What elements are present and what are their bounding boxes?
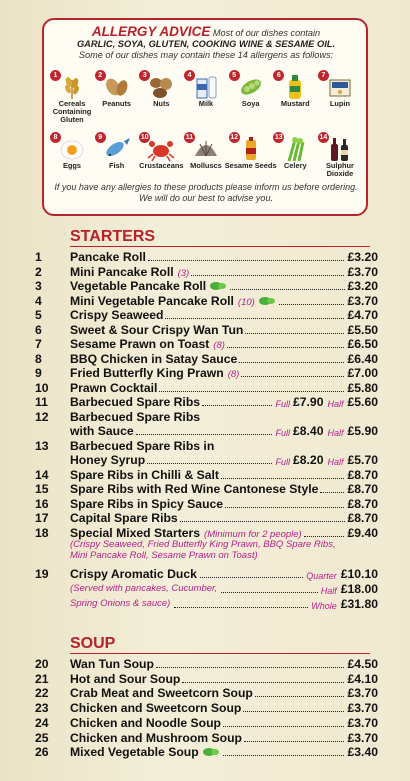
dotted-leader bbox=[304, 526, 345, 537]
item-number: 24 bbox=[35, 715, 49, 730]
allergen-grid bbox=[50, 68, 362, 192]
item-number: 23 bbox=[35, 701, 49, 716]
allergen-label: Celery bbox=[283, 161, 307, 170]
item-description: Spring Onions & sauce) bbox=[70, 598, 171, 609]
item-description: (Crispy Seaweed, Fried Butterfly King Prawn, BBQ Spare Ribs, bbox=[70, 539, 336, 550]
item-number: 12 bbox=[35, 409, 49, 424]
item-name: Crispy Seaweed bbox=[70, 308, 164, 322]
lupin-icon bbox=[326, 74, 354, 100]
item-name: Mini Vegetable Pancake Roll bbox=[70, 293, 234, 308]
item-name: Chicken and Noodle Soup bbox=[70, 715, 221, 730]
item-name: Crab Meat and Sweetcorn Soup bbox=[70, 686, 253, 701]
item-number: 15 bbox=[35, 482, 49, 496]
dotted-leader bbox=[223, 745, 345, 756]
item-note: (8) bbox=[213, 340, 225, 351]
item-name: Barbecued Spare Ribs bbox=[70, 409, 201, 424]
dotted-leader bbox=[165, 308, 344, 319]
allergen-number: 9 bbox=[95, 132, 106, 143]
item-number: 13 bbox=[35, 438, 49, 453]
item-name: Sweet & Sour Crispy Wan Tun bbox=[70, 322, 244, 337]
wheat-icon bbox=[58, 74, 86, 100]
vegetarian-leaf-icon bbox=[210, 281, 226, 291]
allergy-advice-box bbox=[42, 18, 368, 216]
allergen-number: 11 bbox=[185, 134, 194, 141]
dotted-leader bbox=[174, 597, 308, 608]
wine-bottle-icon bbox=[326, 136, 354, 162]
item-name: Special Mixed Starters bbox=[70, 525, 201, 540]
item-number: 9 bbox=[35, 366, 42, 380]
item-half-label: Half bbox=[327, 399, 344, 409]
allergen-label: Cereals Containing Gluten bbox=[52, 99, 92, 124]
allergen-number: 13 bbox=[274, 134, 283, 141]
item-price: £3.70 bbox=[347, 686, 378, 701]
item-number: 14 bbox=[35, 467, 49, 482]
allergen-label: Fish bbox=[109, 161, 125, 170]
item-name: Hot and Sour Soup bbox=[70, 671, 181, 686]
item-price: £4.70 bbox=[347, 308, 378, 322]
dotted-leader bbox=[221, 468, 345, 479]
dotted-leader bbox=[241, 366, 344, 377]
item-price: £7.00 bbox=[347, 366, 378, 380]
item-number: 22 bbox=[35, 686, 49, 701]
item-name: Mini Pancake Roll bbox=[70, 264, 174, 279]
item-whole-price: £31.80 bbox=[340, 597, 378, 611]
dotted-leader bbox=[148, 250, 345, 261]
item-full-price: £8.40 bbox=[292, 424, 324, 438]
item-half-price: £18.00 bbox=[340, 582, 378, 596]
item-name: Spare Ribs with Red Wine Cantonese Style bbox=[70, 482, 319, 496]
allergen-item bbox=[95, 68, 139, 130]
dotted-leader bbox=[156, 657, 345, 668]
item-note: (10) bbox=[237, 296, 255, 308]
item-number: 3 bbox=[35, 279, 42, 293]
item-number: 4 bbox=[35, 293, 42, 308]
starters-heading: STARTERS bbox=[70, 228, 156, 245]
dotted-leader bbox=[221, 582, 317, 593]
allergen-number: 14 bbox=[319, 134, 328, 141]
item-number: 11 bbox=[35, 395, 48, 409]
allergen-label: Crustaceans bbox=[139, 161, 184, 170]
item-number: 26 bbox=[35, 745, 49, 760]
item-note: (8) bbox=[227, 369, 240, 380]
item-price: £5.50 bbox=[347, 322, 378, 337]
dotted-leader bbox=[147, 453, 272, 464]
allergen-label: Sesame Seeds bbox=[224, 161, 277, 170]
item-number: 19 bbox=[35, 567, 49, 581]
starters-divider bbox=[70, 246, 370, 247]
item-number: 25 bbox=[35, 730, 49, 745]
item-name: Vegetable Pancake Roll bbox=[70, 279, 207, 293]
item-half-price: £5.90 bbox=[347, 424, 378, 438]
item-price: £3.70 bbox=[347, 715, 378, 730]
soup-divider bbox=[70, 653, 370, 654]
nuts-icon bbox=[147, 74, 175, 100]
allergen-number: 7 bbox=[318, 70, 329, 81]
item-full-price: £7.90 bbox=[292, 395, 324, 409]
item-number: 16 bbox=[35, 496, 49, 511]
item-price: £3.70 bbox=[347, 701, 378, 716]
allergy-intro: Most of our dishes contain bbox=[212, 28, 321, 38]
item-number: 2 bbox=[35, 264, 42, 279]
allergen-number: 6 bbox=[273, 70, 284, 81]
item-price: £3.40 bbox=[347, 745, 378, 760]
item-price: £6.40 bbox=[347, 351, 378, 366]
dotted-leader bbox=[239, 352, 344, 363]
allergen-number: 12 bbox=[230, 134, 239, 141]
peanut-icon bbox=[103, 74, 131, 100]
dotted-leader bbox=[245, 323, 344, 334]
item-number: 18 bbox=[35, 525, 49, 540]
allergen-label: Eggs bbox=[62, 161, 82, 170]
dotted-leader bbox=[159, 381, 344, 392]
vegetarian-leaf-icon bbox=[203, 747, 219, 757]
allergy-title: ALLERGY ADVICE bbox=[91, 24, 211, 39]
dotted-leader bbox=[230, 279, 344, 290]
item-full-price: £8.20 bbox=[292, 453, 324, 467]
allergen-label: Lupin bbox=[329, 99, 350, 108]
item-name: BBQ Chicken in Satay Sauce bbox=[70, 351, 238, 366]
item-number: 7 bbox=[35, 337, 42, 351]
allergy-subtitle: Some of our dishes may contain these 14 allergens as follows: bbox=[78, 50, 334, 60]
allergen-item bbox=[229, 68, 273, 130]
item-price: £8.70 bbox=[347, 467, 378, 482]
allergen-item bbox=[318, 68, 362, 130]
item-number: 1 bbox=[35, 250, 42, 264]
item-note: (Minimum for 2 people) bbox=[204, 528, 302, 540]
allergen-item bbox=[184, 68, 228, 130]
allergen-label: Peanuts bbox=[102, 99, 132, 108]
item-price: £4.50 bbox=[347, 657, 378, 671]
item-number: 5 bbox=[35, 308, 42, 322]
mustard-icon bbox=[281, 74, 309, 100]
item-number: 8 bbox=[35, 351, 42, 366]
allergen-label: Milk bbox=[198, 99, 214, 108]
shell-icon bbox=[192, 136, 220, 162]
item-half-price: £5.60 bbox=[347, 395, 378, 409]
dotted-leader bbox=[225, 497, 344, 508]
item-half-label: Half bbox=[327, 428, 344, 438]
item-name: Sesame Prawn on Toast bbox=[70, 337, 210, 351]
allergen-number: 4 bbox=[184, 70, 195, 81]
item-name-continued: with Sauce bbox=[70, 424, 134, 438]
allergen-number: 5 bbox=[229, 70, 240, 81]
item-full-label: Full bbox=[275, 428, 290, 438]
allergen-label: Soya bbox=[241, 99, 260, 108]
item-name: Fried Butterfly King Prawn bbox=[70, 366, 224, 380]
item-number: 20 bbox=[35, 657, 49, 671]
dotted-leader bbox=[320, 482, 344, 493]
item-half-price: £5.70 bbox=[347, 453, 378, 467]
item-description: (Served with pancakes, Cucumber, bbox=[70, 583, 218, 594]
item-price: £3.70 bbox=[347, 293, 378, 308]
item-number: 17 bbox=[35, 511, 49, 525]
allergy-contains: GARLIC, SOYA, GLUTEN, COOKING WINE & SESAME OIL. bbox=[76, 39, 336, 49]
item-name: Prawn Cocktail bbox=[70, 380, 158, 395]
item-price: £8.70 bbox=[347, 496, 378, 511]
dotted-leader bbox=[244, 731, 345, 742]
item-half-label: Half bbox=[327, 457, 344, 467]
soup-heading: SOUP bbox=[70, 635, 116, 652]
dotted-leader bbox=[223, 716, 345, 727]
crab-icon bbox=[147, 136, 175, 162]
milk-icon bbox=[192, 74, 220, 100]
fish-icon bbox=[103, 136, 131, 162]
allergen-item bbox=[50, 68, 94, 130]
item-full-label: Full bbox=[275, 457, 290, 467]
item-name: Crispy Aromatic Duck bbox=[70, 567, 197, 581]
dotted-leader bbox=[136, 424, 273, 435]
allergen-row bbox=[50, 68, 362, 130]
item-name: Chicken and Mushroom Soup bbox=[70, 730, 242, 745]
sesame-icon bbox=[237, 136, 265, 162]
item-name-continued: Barbecued Spare Ribs bbox=[70, 395, 201, 409]
dotted-leader bbox=[243, 701, 344, 712]
dotted-leader bbox=[202, 395, 272, 406]
dotted-leader bbox=[255, 686, 345, 697]
allergy-header bbox=[50, 26, 362, 61]
allergen-number: 3 bbox=[139, 70, 150, 81]
item-price: £9.40 bbox=[347, 525, 378, 540]
item-name: Capital Spare Ribs bbox=[70, 511, 178, 525]
item-price: £3.70 bbox=[347, 264, 378, 279]
allergen-item bbox=[139, 68, 183, 130]
dotted-leader bbox=[200, 567, 303, 578]
celery-icon bbox=[281, 136, 309, 162]
item-price: £3.20 bbox=[347, 250, 378, 264]
item-name: Wan Tun Soup bbox=[70, 657, 154, 671]
item-whole-label: Whole bbox=[311, 601, 337, 611]
item-number: 21 bbox=[35, 671, 49, 686]
item-number: 10 bbox=[35, 380, 49, 395]
allergen-label: Mustard bbox=[280, 99, 310, 108]
item-price: £5.80 bbox=[347, 380, 378, 395]
item-quarter-price: £10.10 bbox=[340, 567, 378, 581]
dotted-leader bbox=[191, 265, 344, 276]
dotted-leader bbox=[227, 337, 345, 348]
item-price: £8.70 bbox=[347, 511, 378, 525]
item-name: Chicken and Sweetcorn Soup bbox=[70, 701, 242, 716]
allergen-item bbox=[273, 68, 317, 130]
allergen-number: 2 bbox=[95, 70, 106, 81]
item-quarter-label: Quarter bbox=[306, 571, 337, 581]
item-note: (3) bbox=[177, 267, 190, 279]
item-name-continued: Honey Syrup bbox=[70, 453, 146, 467]
dotted-leader bbox=[180, 511, 345, 522]
item-price: £8.70 bbox=[347, 482, 378, 496]
item-name: Barbecued Spare Ribs in bbox=[70, 438, 215, 453]
item-price: £4.10 bbox=[347, 671, 378, 686]
egg-icon bbox=[58, 136, 86, 162]
item-full-label: Full bbox=[275, 399, 290, 409]
dotted-leader bbox=[279, 294, 345, 305]
item-description: Mini Pancake Roll, Sesame Prawn on Toast) bbox=[70, 550, 258, 561]
allergen-number: 1 bbox=[50, 70, 61, 81]
vegetarian-leaf-icon bbox=[259, 296, 275, 306]
soya-icon bbox=[237, 74, 265, 100]
item-half-label: Half bbox=[320, 586, 337, 596]
dotted-leader bbox=[182, 672, 344, 683]
item-price: £3.20 bbox=[347, 279, 378, 293]
allergen-number: 8 bbox=[50, 132, 61, 143]
item-price: £3.70 bbox=[347, 730, 378, 745]
allergen-label: Sulphur Dioxide bbox=[325, 161, 354, 178]
item-number: 6 bbox=[35, 322, 42, 337]
allergen-number: 10 bbox=[140, 134, 149, 141]
allergen-label: Molluscs bbox=[190, 161, 222, 170]
allergen-label: Nuts bbox=[153, 99, 170, 108]
item-name: Spare Ribs in Spicy Sauce bbox=[70, 496, 224, 511]
allergy-footer: If you have any allergies to these products please inform us before ordering. We will do our best to advise you. bbox=[54, 182, 358, 203]
item-price: £6.50 bbox=[347, 337, 378, 351]
item-name: Pancake Roll bbox=[70, 250, 146, 264]
item-name: Mixed Vegetable Soup bbox=[70, 745, 199, 760]
item-name: Spare Ribs in Chilli & Salt bbox=[70, 467, 219, 482]
